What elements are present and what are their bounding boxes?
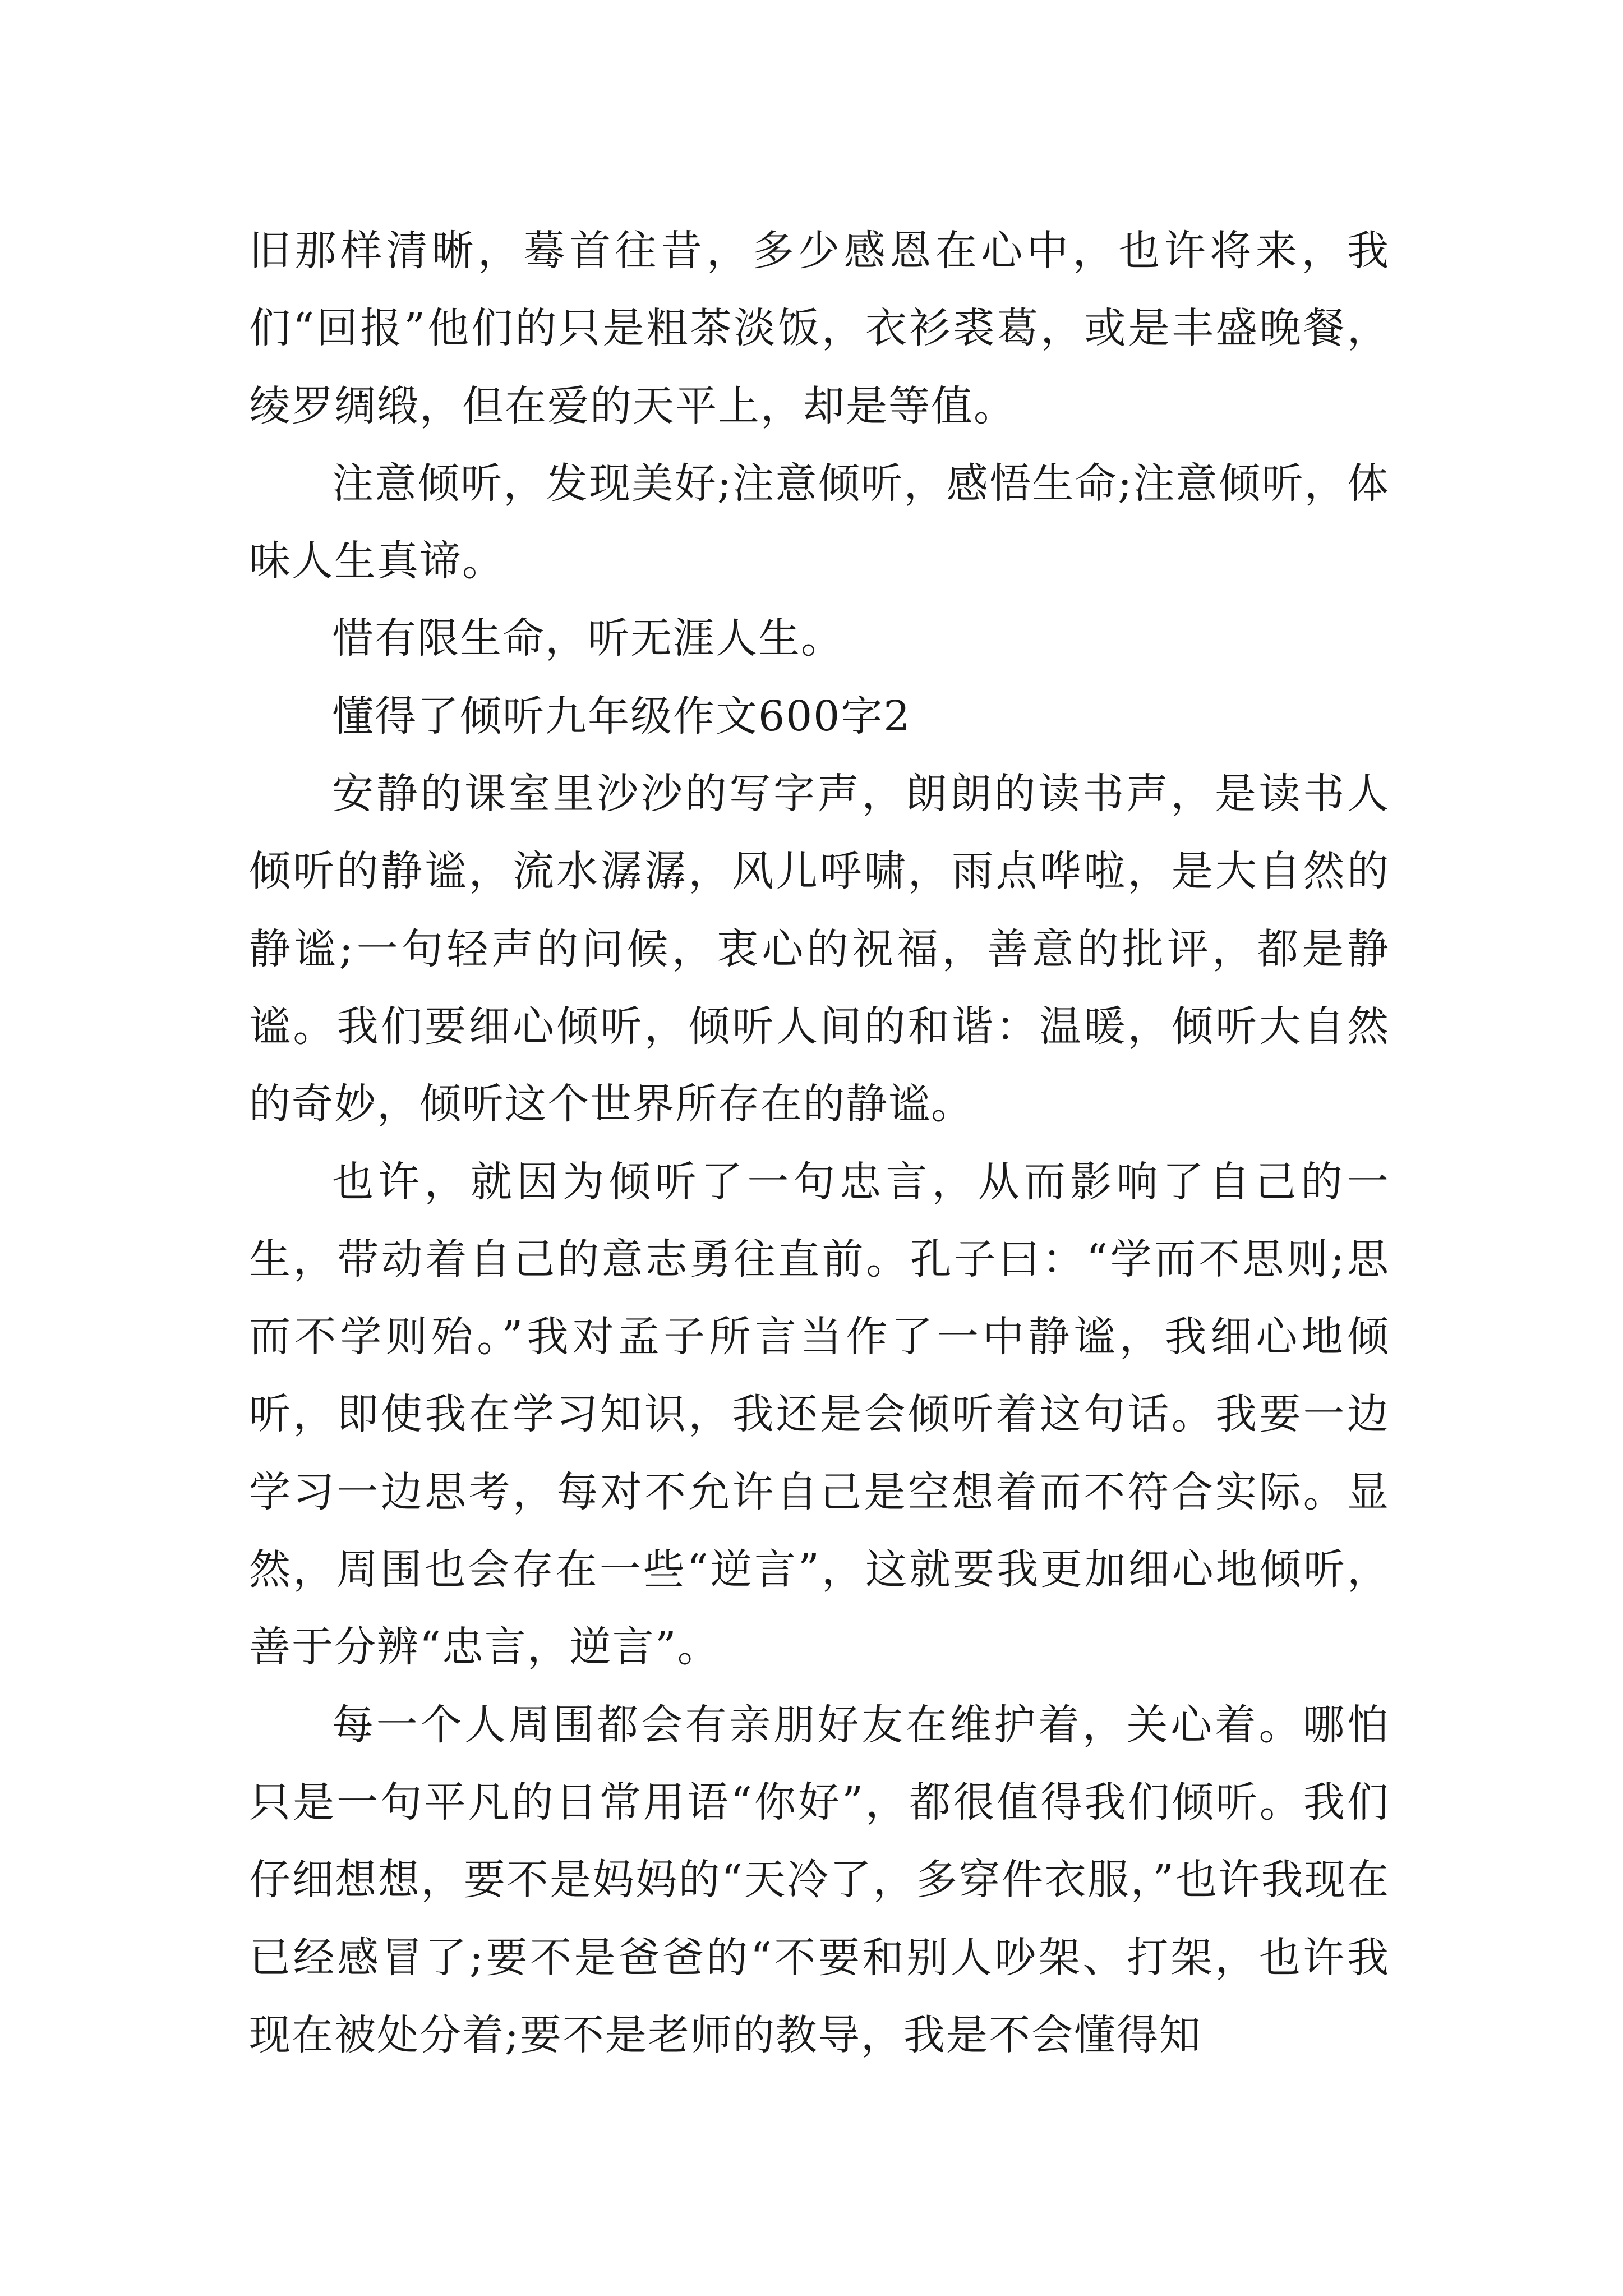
paragraph-5: 也许，就因为倾听了一句忠言，从而影响了自己的一生，带动着自己的意志勇往直前。孔子曰：“学而不思则;思而不学则殆。”我对孟子所言当作了一中静谧，我细心地倾听，即使我在学习知识，我还是会倾听着这句话。我要一边学习一边思考，每对不允许自己是空想着而不符合实际。显然，周围也会存在一些“逆言”，这就要我更加细心地倾听，善于分辨“忠言，逆言”。 bbox=[249, 1157, 1390, 1672]
paragraph-1: 旧那样清晰，蓦首往昔，多少感恩在心中，也许将来，我们“回报”他们的只是粗茶淡饭，衣衫裘葛，或是丰盛晚餐，绫罗绸缎，但在爱的天平上，却是等值。 bbox=[249, 227, 1390, 430]
document-body bbox=[249, 212, 1390, 2074]
paragraph-3: 惜有限生命，听无涯人生。 bbox=[332, 614, 843, 663]
paragraph-6: 每一个人周围都会有亲朋好友在维护着，关心着。哪怕只是一句平凡的日常用语“你好”，都很值得我们倾听。我们仔细想想，要不是妈妈的“天冷了，多穿件衣服，”也许我现在已经感冒了;要不是爸爸的“不要和别人吵架、打架，也许我现在被处分着;要不是老师的教导，我是不会懂得知 bbox=[249, 1700, 1390, 2059]
paragraph-4: 安静的课室里沙沙的写字声，朗朗的读书声，是读书人倾听的静谧，流水潺潺，风儿呼啸，雨点哗啦，是大自然的静谧;一句轻声的问候，衷心的祝福，善意的批评，都是静谧。我们要细心倾听，倾听人间的和谐：温暖，倾听大自然的奇妙，倾听这个世界所存在的静谧。 bbox=[249, 770, 1390, 1129]
section-heading: 懂得了倾听九年级作文600字2 bbox=[332, 692, 911, 740]
paragraph-2: 注意倾听，发现美好;注意倾听，感悟生命;注意倾听，体味人生真谛。 bbox=[249, 459, 1390, 586]
